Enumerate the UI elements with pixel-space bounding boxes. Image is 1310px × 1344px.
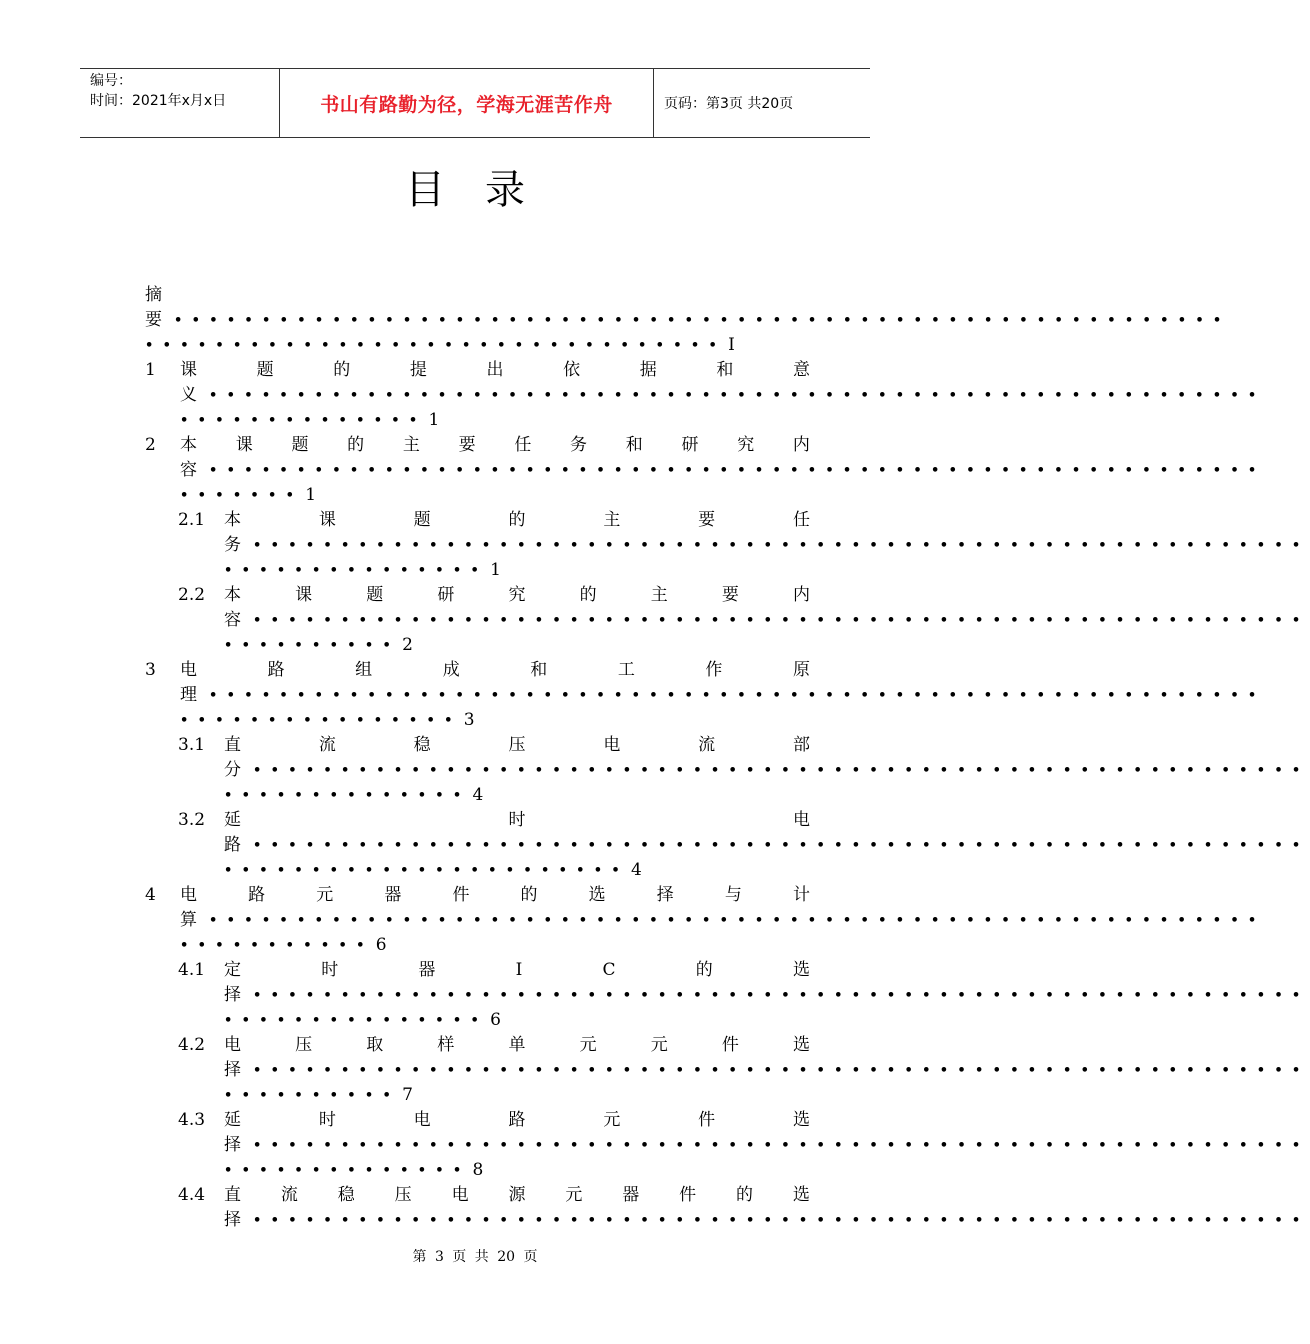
toc-title-char: I — [515, 960, 523, 980]
toc-title-char: 择 — [224, 985, 241, 1005]
toc-entry-title — [180, 358, 810, 383]
toc-title-char: 择 — [224, 1060, 241, 1080]
toc-title-char: 择 — [656, 885, 674, 905]
page-title: 目录 — [405, 167, 565, 213]
toc-page-number: 6 — [490, 1010, 501, 1030]
toc-title-char: 任 — [514, 435, 532, 455]
toc-page-number: 1 — [305, 485, 317, 505]
toc-title-char: 直 — [224, 1185, 241, 1205]
toc-leader-row — [180, 458, 1266, 483]
toc-title-char: 器 — [384, 885, 402, 905]
toc-title-char: 组 — [355, 660, 373, 680]
toc-leader-dots: •••••••••••••••••••••••••••••••••••••••••••••••••••••••••••• — [209, 913, 1266, 928]
toc-leader-dots: ••••••• — [180, 488, 304, 503]
toc-leader-dots: •••••••••••••••••••••••••••••••••••••••••••••••••••••••••••• — [253, 988, 1310, 1003]
toc-title-char: 的 — [579, 585, 597, 605]
toc-title-char: 任 — [792, 510, 810, 530]
toc-title-char: 器 — [418, 960, 436, 980]
toc-entry-title — [224, 1108, 810, 1133]
toc-entry[interactable] — [145, 283, 1231, 358]
toc-page-number: 2 — [402, 635, 413, 655]
toc-entry-number: 4.3 — [178, 1110, 206, 1130]
toc-title-char: 本 — [180, 435, 197, 455]
toc-title-char: 提 — [409, 360, 427, 380]
toc-title-char: 路 — [508, 1110, 526, 1130]
toc-entry-number: 4.2 — [178, 1035, 206, 1055]
toc-title-char: 容 — [224, 610, 241, 630]
toc-leader-row — [224, 608, 1310, 633]
toc-title-char: 时 — [321, 960, 339, 980]
toc-title-char: 元 — [650, 1035, 668, 1055]
toc-title-char: 和 — [716, 360, 734, 380]
toc-title-char: 理 — [180, 685, 197, 705]
toc-title-char: 取 — [366, 1035, 384, 1055]
toc-title-char: 容 — [180, 460, 197, 480]
toc-title-char: 要 — [721, 585, 739, 605]
toc-leader-dots: •••••••••••••••••••••••••••••••••••••••••••••••••••••••••••• — [253, 538, 1310, 553]
toc-title-char: 择 — [224, 1210, 241, 1230]
toc-title-char: 务 — [224, 535, 241, 555]
toc-leader-dots: •••••••••••••••••••••••••••••••••••••••••••••••••••••••••••• — [253, 1138, 1310, 1153]
toc-title-char: 时 — [508, 810, 526, 830]
toc-title-char: 算 — [180, 910, 197, 930]
toc-page-row — [224, 558, 810, 583]
toc-title-char: 的 — [508, 510, 526, 530]
toc-title-char: 课 — [295, 585, 313, 605]
toc-entry-title — [224, 733, 810, 758]
toc-page-number: 1 — [428, 410, 440, 430]
toc-entry-title — [224, 583, 810, 608]
page-footer: 第 3 页 共 20 页 — [412, 1249, 538, 1265]
toc-entry-title — [224, 508, 810, 533]
toc-title-char: 主 — [650, 585, 668, 605]
toc-title-char: 课 — [235, 435, 253, 455]
toc-page-row — [224, 1083, 810, 1108]
toc-title-char: 电 — [180, 885, 197, 905]
toc-title-char: 的 — [695, 960, 713, 980]
toc-title-char: 流 — [318, 735, 336, 755]
toc-page-row — [180, 933, 810, 958]
toc-title-char: C — [602, 960, 616, 980]
toc-title-char: 研 — [437, 585, 455, 605]
toc-entry-number: 2.1 — [178, 510, 206, 530]
toc-title-char: 路 — [224, 835, 241, 855]
toc-title-char: 择 — [224, 1135, 241, 1155]
toc-title-char: 件 — [721, 1035, 739, 1055]
toc-leader-row — [224, 833, 1310, 858]
toc-title-char: 选 — [792, 960, 810, 980]
toc-title-char: 延 — [224, 1110, 241, 1130]
toc-leader-dots: •••••••••••••• — [224, 788, 471, 803]
toc-entry-title — [180, 883, 810, 908]
toc-title-char: 的 — [520, 885, 538, 905]
toc-title-char: 器 — [622, 1185, 640, 1205]
toc-page-row — [180, 708, 810, 733]
toc-page-row — [180, 408, 810, 433]
toc-leader-dots: •••••••••• — [224, 638, 401, 653]
toc-page-number: 6 — [375, 935, 387, 955]
header-meta — [80, 69, 280, 137]
toc-leader-row — [224, 1058, 1310, 1083]
toc-entry-title — [224, 808, 810, 833]
toc-leader-dots: •••••••••••••••••••••••••••••••••••••••••••••••••••••••••••• — [209, 688, 1266, 703]
toc-title-char: 本 — [224, 510, 241, 530]
toc-title-char: 电 — [180, 660, 197, 680]
toc-leader-dots: ••••••••••••••••••••••• — [224, 863, 630, 878]
toc-title-char: 的 — [736, 1185, 754, 1205]
toc-entry[interactable] — [145, 958, 1310, 1033]
toc-entry[interactable] — [145, 883, 1266, 958]
toc-page-row — [180, 483, 810, 508]
toc-leader-row — [180, 683, 1266, 708]
toc-title-char: 时 — [318, 1110, 336, 1130]
toc-title-char: 题 — [291, 435, 309, 455]
toc-leader-dots: •••••••••••••••••••••••••••••••••••••••••••••••••••••••••••• — [253, 1213, 1310, 1228]
toc-title-char: 压 — [295, 1035, 313, 1055]
toc-leader-dots: •••••••••• — [224, 1088, 401, 1103]
toc-title-char: 依 — [563, 360, 581, 380]
toc-title-char: 直 — [224, 735, 241, 755]
toc-title-char: 路 — [267, 660, 285, 680]
toc-title-char: 件 — [452, 885, 470, 905]
toc-title-char: 压 — [508, 735, 526, 755]
header-motto: 书山有路勤为径，学海无涯苦作舟 — [280, 69, 654, 137]
toc-page-number: 4 — [631, 860, 642, 880]
toc-title-char: 电 — [793, 810, 810, 830]
toc-title-char: 元 — [603, 1110, 621, 1130]
toc-title-char: 件 — [679, 1185, 697, 1205]
toc-title-char: 工 — [617, 660, 635, 680]
toc-page-number: 4 — [472, 785, 484, 805]
toc-title-char: 选 — [792, 1110, 810, 1130]
toc-entry-title — [224, 1183, 810, 1208]
toc-title-char: 选 — [793, 1035, 810, 1055]
toc-leader-dots: •••••••••••••••••••••••••••••••••••••••••••••••••••••••••••• — [209, 388, 1266, 403]
toc-title-char: 延 — [224, 810, 241, 830]
toc-entry-number: 2.2 — [178, 585, 206, 605]
toc-title-char: 摘 — [145, 285, 162, 305]
toc-title-char: 原 — [792, 660, 810, 680]
toc-title-char: 务 — [570, 435, 588, 455]
toc-title-char: 电 — [451, 1185, 469, 1205]
toc-leader-dots: ••••••••••••••••••••••••••••••••• — [145, 338, 727, 353]
toc-title-char: 主 — [402, 435, 420, 455]
toc-entry-number: 4.4 — [178, 1185, 206, 1205]
toc-leader-row — [224, 1208, 1310, 1233]
toc-title-char: 义 — [180, 385, 197, 405]
toc-title-char: 的 — [347, 435, 365, 455]
toc-title-char: 路 — [248, 885, 266, 905]
toc-title-char: 分 — [224, 760, 241, 780]
toc-entry-title — [145, 283, 810, 308]
toc-title-char: 要 — [458, 435, 476, 455]
toc-title-char: 流 — [698, 735, 716, 755]
toc-title-char: 选 — [588, 885, 606, 905]
toc-page-row — [224, 633, 810, 658]
toc-leader-dots: •••••••••••••••••••••••••••••••••••••••••••••••••••••••••••• — [253, 838, 1310, 853]
toc-page-number: I — [728, 335, 735, 355]
toc-title-char: 和 — [625, 435, 643, 455]
toc-leader-dots: •••••••••••••••••••••••••••••••••••••••••••••••••••••••••••• — [253, 1063, 1310, 1078]
toc-title-char: 部 — [792, 735, 810, 755]
toc-entry[interactable] — [145, 658, 1266, 733]
time-label: 时间：2021年x月x日 — [90, 93, 227, 109]
page-header — [80, 68, 870, 138]
toc-entry[interactable] — [145, 433, 1266, 508]
toc-title-char: 题 — [366, 585, 384, 605]
toc-leader-dots: •••••••••••••••• — [180, 713, 462, 728]
toc-entry-number: 4.1 — [178, 960, 206, 980]
toc-leader-dots: ••••••••••• — [180, 938, 374, 953]
header-page-info: 页码：第3页 共20页 — [664, 96, 794, 112]
toc-entry-number: 2 — [145, 435, 156, 455]
toc-leader-dots: •••••••••••••••••••••••••••••••••••••••••••••••••••••••••••• — [253, 613, 1310, 628]
toc-entry[interactable] — [145, 508, 1310, 583]
toc-entry-title — [224, 958, 810, 983]
toc-leader-row — [224, 758, 1310, 783]
toc-title-char: 要 — [698, 510, 716, 530]
toc-entry-number: 3.1 — [178, 735, 206, 755]
toc-page-row — [224, 1008, 810, 1033]
toc-title-char: 源 — [508, 1185, 526, 1205]
toc-title-char: 选 — [792, 1185, 810, 1205]
toc-leader-dots: •••••••••••••••••••••••••••••••••••••••••••••••••••••••••••• — [174, 313, 1231, 328]
toc-title-char: 压 — [394, 1185, 412, 1205]
toc-title-char: 元 — [565, 1185, 583, 1205]
toc-title-char: 电 — [224, 1035, 241, 1055]
toc-leader-dots: •••••••••••••• — [224, 1163, 471, 1178]
toc-title-char: 课 — [180, 360, 197, 380]
toc-title-char: 本 — [224, 585, 241, 605]
toc-entry[interactable] — [145, 733, 1310, 808]
toc-title-char: 稳 — [413, 735, 431, 755]
toc-entry[interactable] — [145, 808, 1310, 883]
toc-title-char: 据 — [639, 360, 657, 380]
toc-entry-number: 3 — [145, 660, 156, 680]
toc-leader-dots: ••••••••••••••• — [224, 1013, 489, 1028]
toc-title-char: 电 — [413, 1110, 431, 1130]
toc-entry-number: 4 — [145, 885, 156, 905]
toc-title-char: 题 — [413, 510, 431, 530]
toc-title-char: 计 — [792, 885, 810, 905]
toc-entry-number: 1 — [145, 360, 156, 380]
toc-entry[interactable] — [145, 583, 1310, 658]
toc-title-char: 要 — [145, 310, 162, 330]
toc-title-char: 的 — [333, 360, 351, 380]
toc-page-row — [224, 1158, 810, 1183]
toc-page-number: 1 — [490, 560, 501, 580]
toc-leader-dots: ••••••••••••••• — [224, 563, 489, 578]
table-of-contents — [145, 283, 1310, 1233]
toc-title-char: 流 — [280, 1185, 298, 1205]
toc-entry-title — [224, 1033, 810, 1058]
toc-entry[interactable] — [145, 1033, 1310, 1108]
toc-leader-row — [180, 383, 1266, 408]
toc-title-char: 题 — [256, 360, 274, 380]
toc-entry[interactable] — [145, 1183, 1310, 1233]
toc-title-char: 作 — [705, 660, 723, 680]
toc-title-char: 内 — [792, 435, 810, 455]
toc-page-number: 7 — [402, 1085, 413, 1105]
toc-leader-row — [224, 533, 1310, 558]
toc-page-row — [224, 858, 810, 883]
toc-leader-row — [224, 983, 1310, 1008]
toc-entry-number: 3.2 — [178, 810, 206, 830]
toc-title-char: 研 — [681, 435, 699, 455]
toc-title-char: 定 — [224, 960, 241, 980]
toc-leader-row — [180, 908, 1266, 933]
toc-leader-dots: •••••••••••••• — [180, 413, 427, 428]
toc-leader-dots: •••••••••••••••••••••••••••••••••••••••••••••••••••••••••••• — [253, 763, 1310, 778]
toc-entry[interactable] — [145, 358, 1266, 433]
toc-title-char: 意 — [793, 360, 810, 380]
toc-title-char: 成 — [442, 660, 460, 680]
toc-title-char: 究 — [508, 585, 526, 605]
toc-page-number: 3 — [463, 710, 475, 730]
toc-page-row — [224, 783, 810, 808]
toc-title-char: 课 — [318, 510, 336, 530]
toc-title-char: 和 — [530, 660, 548, 680]
toc-title-char: 与 — [724, 885, 742, 905]
toc-entry-title — [180, 433, 810, 458]
toc-title-char: 电 — [603, 735, 621, 755]
toc-page-row — [145, 333, 810, 358]
toc-page-number: 8 — [472, 1160, 484, 1180]
toc-leader-row — [224, 1133, 1310, 1158]
toc-title-char: 单 — [508, 1035, 526, 1055]
toc-entry-title — [180, 658, 810, 683]
toc-title-char: 件 — [698, 1110, 716, 1130]
toc-title-char: 元 — [579, 1035, 597, 1055]
toc-title-char: 元 — [316, 885, 334, 905]
toc-leader-dots: •••••••••••••••••••••••••••••••••••••••••••••••••••••••••••• — [209, 463, 1266, 478]
toc-title-char: 出 — [486, 360, 504, 380]
toc-leader-row — [145, 308, 1231, 333]
toc-title-char: 主 — [603, 510, 621, 530]
toc-title-char: 究 — [737, 435, 755, 455]
toc-entry[interactable] — [145, 1108, 1310, 1183]
toc-title-char: 样 — [437, 1035, 455, 1055]
toc-title-char: 稳 — [337, 1185, 355, 1205]
serial-label: 编号： — [90, 73, 132, 89]
toc-title-char: 内 — [793, 585, 810, 605]
